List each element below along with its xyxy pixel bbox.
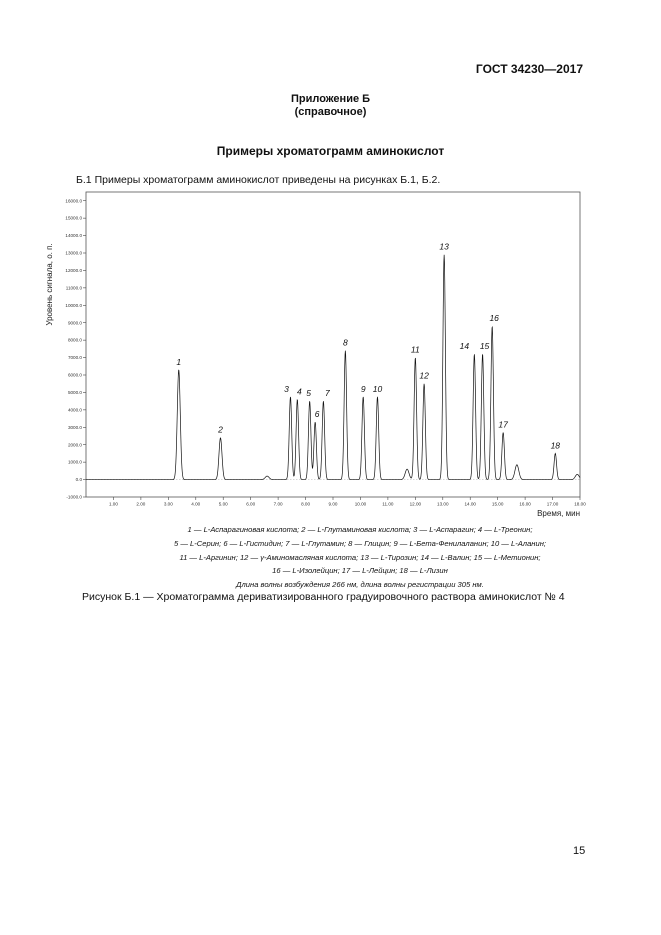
peak-label: 10: [372, 383, 383, 394]
x-tick-label: 11.00: [382, 501, 394, 507]
y-tick-label: 6000.0: [67, 372, 82, 378]
y-tick-label: 7000.0: [67, 355, 82, 361]
x-tick-label: 4.00: [191, 501, 201, 507]
figure-title: Рисунок Б.1 — Хроматограмма дериватизированного градуировочного раствора аминокислот № 4: [82, 591, 565, 603]
y-tick-label: 8000.0: [67, 337, 82, 343]
peak-label: 3: [284, 383, 289, 394]
y-tick-label: -1000.0: [66, 494, 82, 500]
y-tick-label: 2000.0: [67, 442, 82, 448]
appendix-title: Приложение Б: [290, 93, 371, 105]
y-tick-label: 1000.0: [67, 459, 82, 465]
x-tick-label: 18.00: [574, 501, 586, 507]
peak-label: 1: [176, 356, 182, 367]
peak-label: 15: [479, 341, 490, 352]
y-tick-label: 14000.0: [65, 233, 82, 239]
caption-line: Длина волны возбуждения 266 нм, длина волны регистрации 305 нм.: [236, 580, 484, 590]
x-tick-label: 2.00: [136, 501, 146, 507]
y-tick-label: 9000.0: [67, 320, 82, 326]
y-tick-label: 11000.0: [65, 285, 82, 291]
caption-line: 16 — L-Изолейцин; 17 — L-Лейцин; 18 — L-Лизин: [272, 566, 448, 576]
x-tick-label: 17.00: [546, 501, 559, 507]
peak-label: 16: [489, 313, 499, 324]
x-tick-label: 6.00: [246, 501, 256, 507]
peak-label: 5: [306, 388, 312, 399]
intro-paragraph: Б.1 Примеры хроматограмм аминокислот приведены на рисунках Б.1, Б.2.: [76, 174, 441, 186]
peak-label: 4: [296, 386, 302, 397]
x-tick-label: 3.00: [163, 501, 173, 507]
x-tick-label: 12.00: [409, 501, 422, 507]
y-tick-label: 4000.0: [67, 407, 82, 413]
figure-caption: [80, 523, 640, 592]
x-tick-label: 8.00: [301, 501, 311, 507]
caption-line: 5 — L-Серин; 6 — L-Гистидин; 7 — L-Глутамин; 8 — Глицин; 9 — L-Бета-Фенилаланин; 10 — L-Аланин;: [173, 538, 546, 548]
y-tick-label: 3000.0: [67, 424, 82, 430]
x-tick-label: 16.00: [519, 501, 531, 507]
y-axis-label: Уровень сигнала, о. п.: [45, 243, 54, 326]
y-tick-label: 16000.0: [65, 198, 82, 204]
y-tick-label: 15000.0: [65, 215, 82, 221]
y-tick-label: 13000.0: [65, 250, 82, 256]
x-tick-label: 9.00: [328, 501, 338, 507]
x-axis-label: Время, мин: [537, 509, 580, 518]
signal-trace: [86, 255, 580, 480]
standard-number: ГОСТ 34230—2017: [475, 62, 583, 76]
x-tick-label: 14.00: [464, 501, 476, 507]
x-tick-label: 10.00: [354, 501, 367, 507]
peak-label: 17: [498, 419, 508, 430]
peak-label: 7: [325, 388, 330, 399]
peak-label: 9: [360, 383, 366, 394]
x-tick-label: 15.00: [491, 501, 504, 507]
plot-frame: [86, 192, 580, 497]
page-number: 15: [573, 845, 586, 857]
peak-label: 11: [410, 344, 420, 355]
peak-label: 14: [459, 341, 470, 352]
peak-label: 12: [419, 370, 429, 381]
section-title: Примеры хроматограмм аминокислот: [216, 144, 445, 158]
peak-label: 2: [218, 424, 223, 435]
x-tick-label: 1.00: [108, 501, 118, 507]
y-tick-label: 5000.0: [67, 390, 82, 396]
peak-label: 8: [342, 337, 348, 348]
appendix-note: (справочное): [294, 106, 367, 118]
caption-line: 1 — L-Аспарагиновая кислота; 2 — L-Глутаминовая кислота; 3 — L-Аспарагин; 4 — L-Треонин;: [187, 525, 533, 534]
x-tick-label: 13.00: [437, 501, 449, 507]
peak-label: 18: [550, 440, 561, 451]
x-tick-label: 7.00: [273, 501, 283, 507]
y-tick-label: 12000.0: [65, 268, 82, 274]
x-tick-label: 5.00: [218, 501, 228, 507]
y-tick-label: 10000.0: [65, 302, 82, 308]
peak-label: 6: [314, 409, 320, 420]
caption-line: 11 — L-Аргинин; 12 — γ-Аминомасляная кислота; 13 — L-Тирозин; 14 — L-Валин; 15 — L-Метионин;: [179, 552, 541, 562]
peak-label: 13: [439, 241, 449, 252]
y-tick-label: 0.0: [75, 477, 82, 483]
